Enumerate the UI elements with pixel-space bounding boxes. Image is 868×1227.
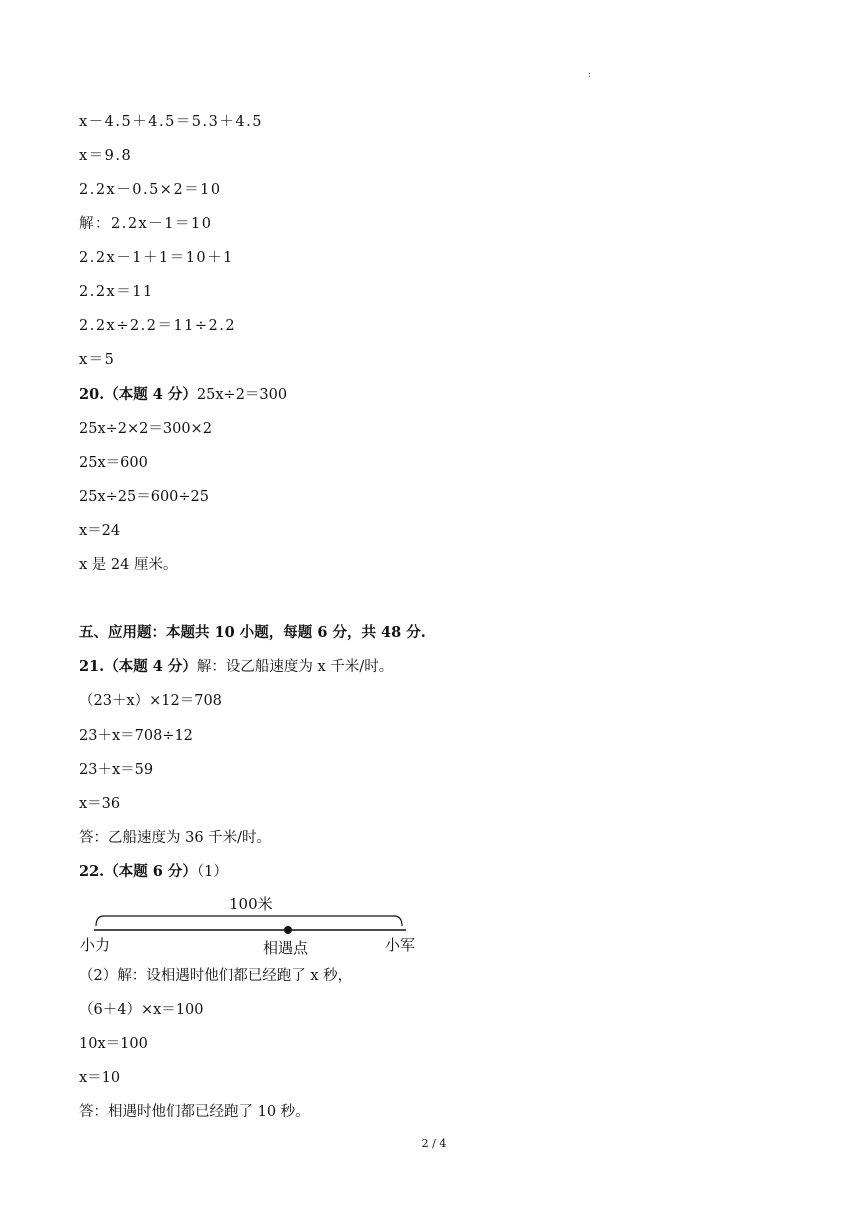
- brace: [96, 916, 402, 926]
- equation-line: （23＋x）×12＝708: [79, 693, 222, 709]
- equation-line: 25x÷25＝600÷25: [79, 489, 210, 505]
- question-number: 20.（本题 4 分）: [79, 386, 197, 403]
- question-22: [79, 863, 228, 881]
- line-segment-diagram: [76, 888, 426, 958]
- question-number: 22.（本题 6 分）: [79, 863, 197, 880]
- equation-line: x＝5: [79, 352, 116, 368]
- equation-line: 23＋x＝708÷12: [79, 728, 193, 744]
- equation-line: 2.2x÷2.2＝11÷2.2: [79, 318, 237, 334]
- equation-line: 10x＝100: [79, 1036, 148, 1052]
- equation-line: 25x÷2×2＝300×2: [79, 421, 212, 437]
- question-21: [79, 658, 393, 676]
- answer-line: 答：乙船速度为 36 千米/时。: [79, 830, 272, 846]
- answer-line: 答：相遇时他们都已经跑了 10 秒。: [79, 1104, 310, 1120]
- left-runner-label: 小力: [80, 936, 111, 954]
- question-text: 解：设乙船速度为 x 千米/时。: [196, 659, 394, 675]
- equation-line: x＝36: [79, 796, 121, 812]
- question-20: [79, 386, 287, 404]
- page-number: 2 / 4: [421, 1137, 447, 1150]
- header-mark: :: [588, 70, 592, 80]
- equation-line: 23＋x＝59: [79, 762, 154, 778]
- equation-line: （6＋4）×x＝100: [79, 1002, 204, 1018]
- section-heading: 五、应用题：本题共 10 小题，每题 6 分，共 48 分.: [79, 624, 426, 641]
- distance-label: 100米: [229, 895, 273, 913]
- equation-line: x＝24: [79, 523, 121, 539]
- equation-line: 解：2.2x－1＝10: [79, 216, 213, 232]
- solution-line: （2）解：设相遇时他们都已经跑了 x 秒，: [79, 968, 353, 984]
- answer-line: x 是 24 厘米。: [79, 557, 178, 573]
- equation-line: x＝10: [79, 1070, 121, 1086]
- meeting-point-dot: [284, 926, 292, 934]
- equation-line: 2.2x－0.5×2＝10: [79, 182, 222, 198]
- question-number: 21.（本题 4 分）: [79, 658, 197, 675]
- equation: 25x÷2＝300: [196, 387, 288, 403]
- equation-line: x－4.5＋4.5＝5.3＋4.5: [79, 114, 263, 130]
- equation-line: 2.2x＝11: [79, 284, 154, 300]
- equation-line: 2.2x－1＋1＝10＋1: [79, 250, 234, 266]
- right-runner-label: 小军: [385, 936, 416, 954]
- meeting-point-label: 相遇点: [263, 939, 309, 957]
- part-label: （1）: [196, 864, 228, 880]
- equation-line: 25x＝600: [79, 455, 148, 471]
- equation-line: x＝9.8: [79, 148, 133, 164]
